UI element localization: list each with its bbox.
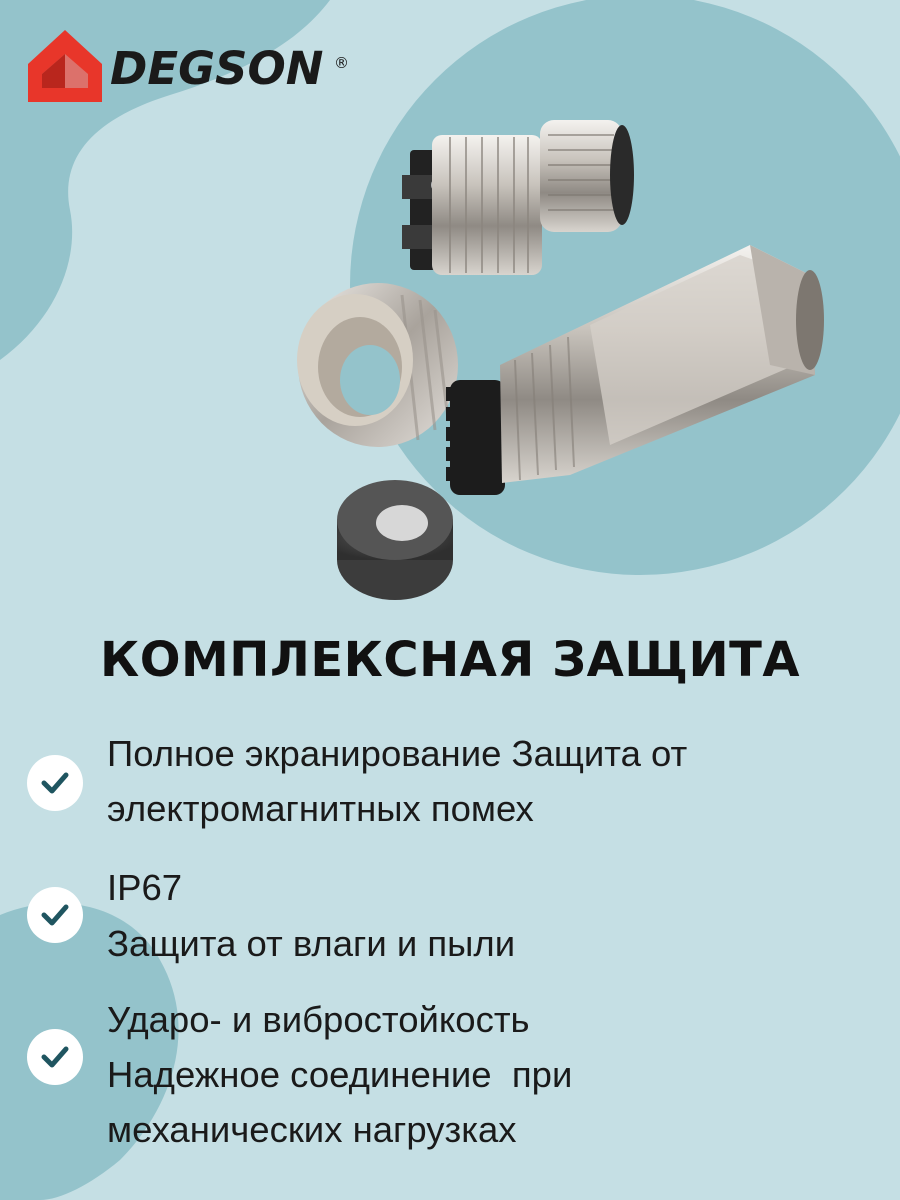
brand-name: DEGSON: [110, 42, 324, 95]
feature-text: Полное экранирование Защита от: [107, 733, 688, 774]
rubber-seal-part: [337, 480, 453, 600]
check-icon: [27, 887, 83, 943]
feature-text: IP67: [107, 867, 183, 908]
registered-mark: ®: [334, 54, 349, 72]
connector-product-image: [270, 95, 870, 615]
feature-text: Защита от влаги и пыли: [107, 923, 516, 964]
feature-text: механических нагрузках: [107, 1109, 517, 1150]
female-connector-part: [446, 245, 824, 495]
check-icon: [27, 755, 83, 811]
threaded-nut-part: [297, 283, 458, 447]
feature-text: Ударо- и вибростойкость: [107, 999, 530, 1040]
check-icon: [27, 1029, 83, 1085]
degson-house-logo-icon: [28, 30, 103, 102]
male-connector-part: [402, 120, 634, 275]
brand-logo: [28, 30, 358, 105]
feature-text: электромагнитных помех: [107, 788, 534, 829]
feature-text: Надежное соединение при: [107, 1054, 573, 1095]
headline: КОМПЛЕКСНАЯ ЗАЩИТА: [99, 632, 801, 688]
